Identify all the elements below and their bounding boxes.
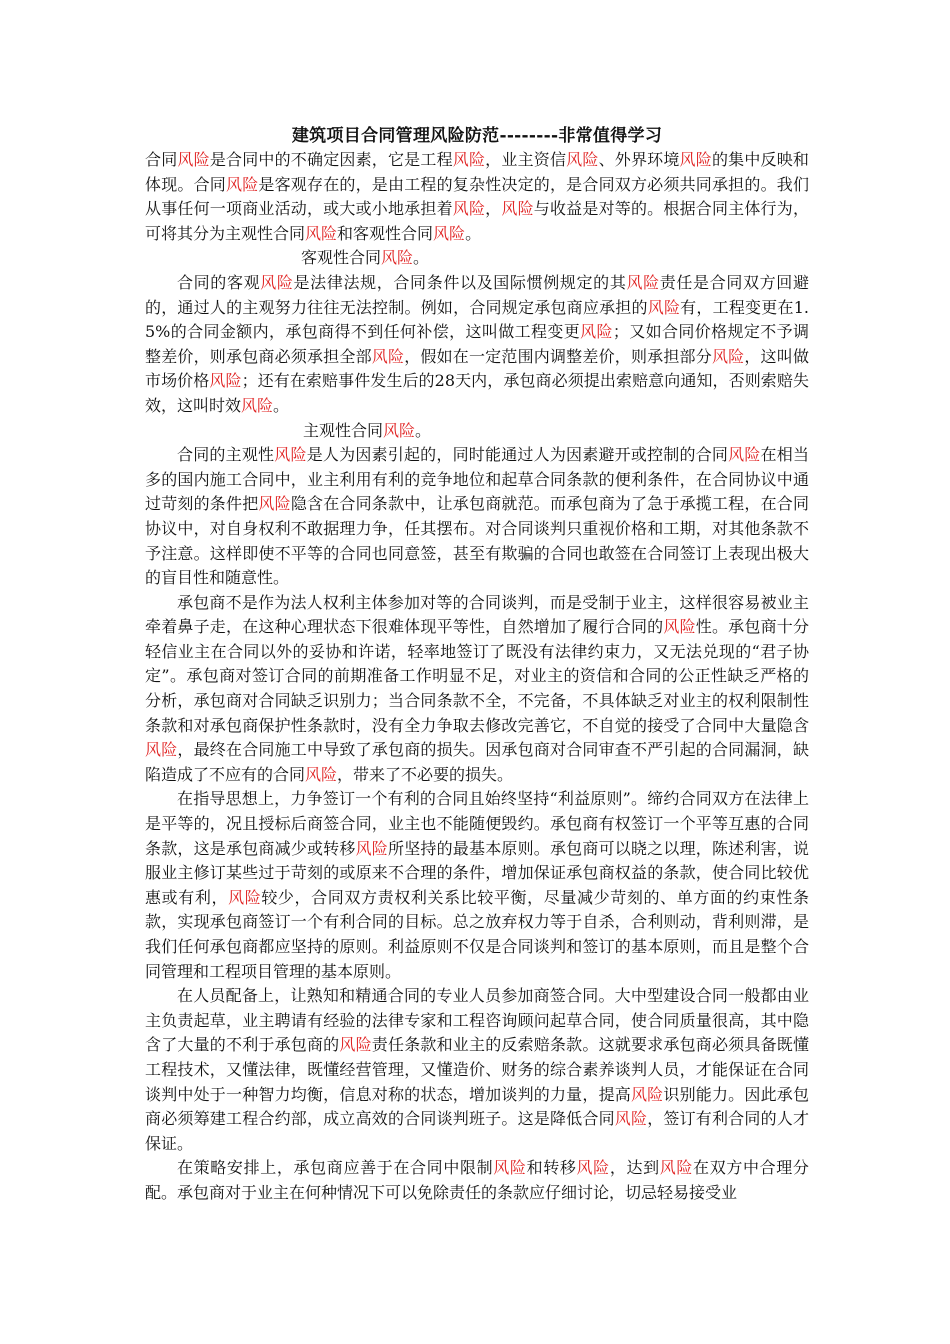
paragraph: 合同的主观性风险是人为因素引起的，同时能通过人为因素避开或控制的合同风险在相当多的国内施工合同中，业主利用有利的竞争地位和起草合同条款的便利条件，在合同协议中通过苛刻的条件把风险隐含在合同条款中，让承包商就范。而承包商为了急于承揽工程，在合同协议中，对自身权利不敢据理力争，任其摆布。对合同谈判只重视价格和工期，对其他条款不予注意。这样即使不平等的合同也同意签，甚至有欺骗的合同也敢签在合同签订上表现出极大的盲目性和随意性。 xyxy=(145,445,809,588)
risk-term-highlight: 风险 xyxy=(383,420,416,440)
risk-term-highlight: 风险 xyxy=(580,322,613,342)
risk-term-highlight: 风险 xyxy=(626,272,660,292)
document-page xyxy=(145,124,809,1206)
paragraph: 在人员配备上，让熟知和精通合同的专业人员参加商签合同。大中型建设合同一般都由业主负责起草，业主聘请有经验的法律专家和工程咨询顾问起草合同，使合同质量很高，其中隐含了大量的不利于承包商的风险责任条款和业主的反索赔条款。这就要求承包商必须具备既懂工程技术，又懂法律，既懂经营管理，又懂造价、财务的综合素养谈判人员，才能保证在合同谈判中处于一种智力均衡，信息对称的状态，增加谈判的力量，提高风险识别能力。因此承包商必须筹建工程合约部，成立高效的合同谈判班子。这是降低合同风险，签订有利合同的人才保证。 xyxy=(145,986,809,1153)
risk-term-highlight: 风险 xyxy=(258,494,291,514)
risk-term-highlight: 风险 xyxy=(711,346,745,366)
risk-term-highlight: 风险 xyxy=(305,223,338,243)
risk-term-highlight: 风险 xyxy=(339,1035,372,1055)
risk-term-highlight: 风险 xyxy=(728,445,761,465)
risk-term-highlight: 风险 xyxy=(452,199,486,219)
risk-term-highlight: 风险 xyxy=(566,150,599,169)
risk-term-highlight: 风险 xyxy=(381,248,414,268)
paragraph: 在指导思想上，力争签订一个有利的合同且始终坚持“利益原则”。缔约合同双方在法律上是平等的，况且授标后商签合同，业主也不能随便毁约。承包商有权签订一个平等互惠的合同条款，这是承包商减少或转移风险所坚持的最基本原则。承包商可以晓之以理，陈述利害，说服业主修订某些过于苛刻的或原来不合理的条件，增加保证承包商权益的条款，使合同比较优惠或有利，风险较少，合同双方责权利关系比较平衡，尽量减少苛刻的、单方面的约束性条款，实现承包商签订一个有利合同的目标。总之放弃权力等于自杀，合利则动，背利则滞，是我们任何承包商都应坚持的原则。利益原则不仅是合同谈判和签订的基本原则，而且是整个合同管理和工程项目管理的基本原则。 xyxy=(145,789,809,981)
document-title: 建筑项目合同管理风险防范--------非常值得学习 xyxy=(291,126,663,146)
paragraph: 承包商不是作为法人权利主体参加对等的合同谈判，而是受制于业主，这样很容易被业主牵着鼻子走，在这种心理状态下很难体现平等性，自然增加了履行合同的风险性。承包商十分轻信业主在合同以外的妥协和许诺，轻率地签订了既没有法律约束力，又无法兑现的“君子协定”。承包商对签订合同的前期准备工作明显不足，对业主的资信和合同的公正性缺乏严格的分析，承包商对合同缺乏识别力；当合同条款不全，不完备，不具体缺乏对业主的权利限制性条款和对承包商保护性条款时，没有全力争取去修改完善它，不自觉的接受了合同中大量隐含风险，最终在合同施工中导致了承包商的损失。因承包商对合同审查不严引起的合同漏洞，缺陷造成了不应有的合同风险，带来了不必要的损失。 xyxy=(145,592,809,784)
risk-term-highlight: 风险 xyxy=(679,150,712,169)
risk-term-highlight: 风险 xyxy=(501,199,534,219)
risk-term-highlight: 风险 xyxy=(659,1158,694,1178)
risk-term-highlight: 风险 xyxy=(371,346,405,366)
risk-term-highlight: 风险 xyxy=(452,150,486,169)
risk-term-highlight: 风险 xyxy=(630,1084,664,1104)
risk-term-highlight: 风险 xyxy=(663,617,696,637)
paragraph: 合同风险是合同中的不确定因素，它是工程风险，业主资信风险、外界环境风险的集中反映和体现。合同风险是客观存在的，是由工程的复杂性决定的，是合同双方必须共同承担的。我们从事任何一项商业活动，或大或小地承担着风险，风险与收益是对等的。根据合同主体行为，可将其分为主观性合同风险和客观性合同风险。 xyxy=(145,150,809,243)
risk-term-highlight: 风险 xyxy=(305,764,338,784)
paragraph: 在策略安排上，承包商应善于在合同中限制风险和转移风险，达到风险在双方中合理分配。承包商对于业主在何种情况下可以免除责任的条款应仔细讨论，切忌轻易接受业 xyxy=(145,1158,809,1202)
section-heading: 客观性合同风险。 xyxy=(301,248,430,268)
risk-term-highlight: 风险 xyxy=(647,297,681,317)
risk-term-highlight: 风险 xyxy=(576,1158,610,1178)
risk-term-highlight: 风险 xyxy=(226,174,259,194)
risk-term-highlight: 风险 xyxy=(614,1109,648,1129)
risk-term-highlight: 风险 xyxy=(433,223,466,243)
risk-term-highlight: 风险 xyxy=(355,838,388,858)
paragraph: 合同的客观风险是法律法规，合同条件以及国际惯例规定的其风险责任是合同双方回避的，通过人的主观努力往往无法控制。例如，合同规定承包商应承担的风险有，工程变更在1.5%的合同金额内，承包商得不到任何补偿，这叫做工程变更风险；又如合同价格规定不予调整差价，则承包商必须承担全部风险，假如在一定范围内调整差价，则承担部分风险，这叫做市场价格风险；还有在索赔事件发生后的28天内，承包商必须提出索赔意向通知，否则索赔失效，这叫时效风险。 xyxy=(145,272,809,415)
risk-term-highlight: 风险 xyxy=(274,445,307,465)
risk-term-highlight: 风险 xyxy=(145,740,178,760)
document-body xyxy=(145,148,809,1206)
risk-term-highlight: 风险 xyxy=(209,371,242,391)
risk-term-highlight: 风险 xyxy=(241,395,274,415)
risk-term-highlight: 风险 xyxy=(493,1158,527,1178)
risk-term-highlight: 风险 xyxy=(228,887,262,907)
risk-term-highlight: 风险 xyxy=(260,272,294,292)
section-heading: 主观性合同风险。 xyxy=(303,420,432,440)
risk-term-highlight: 风险 xyxy=(177,150,210,169)
